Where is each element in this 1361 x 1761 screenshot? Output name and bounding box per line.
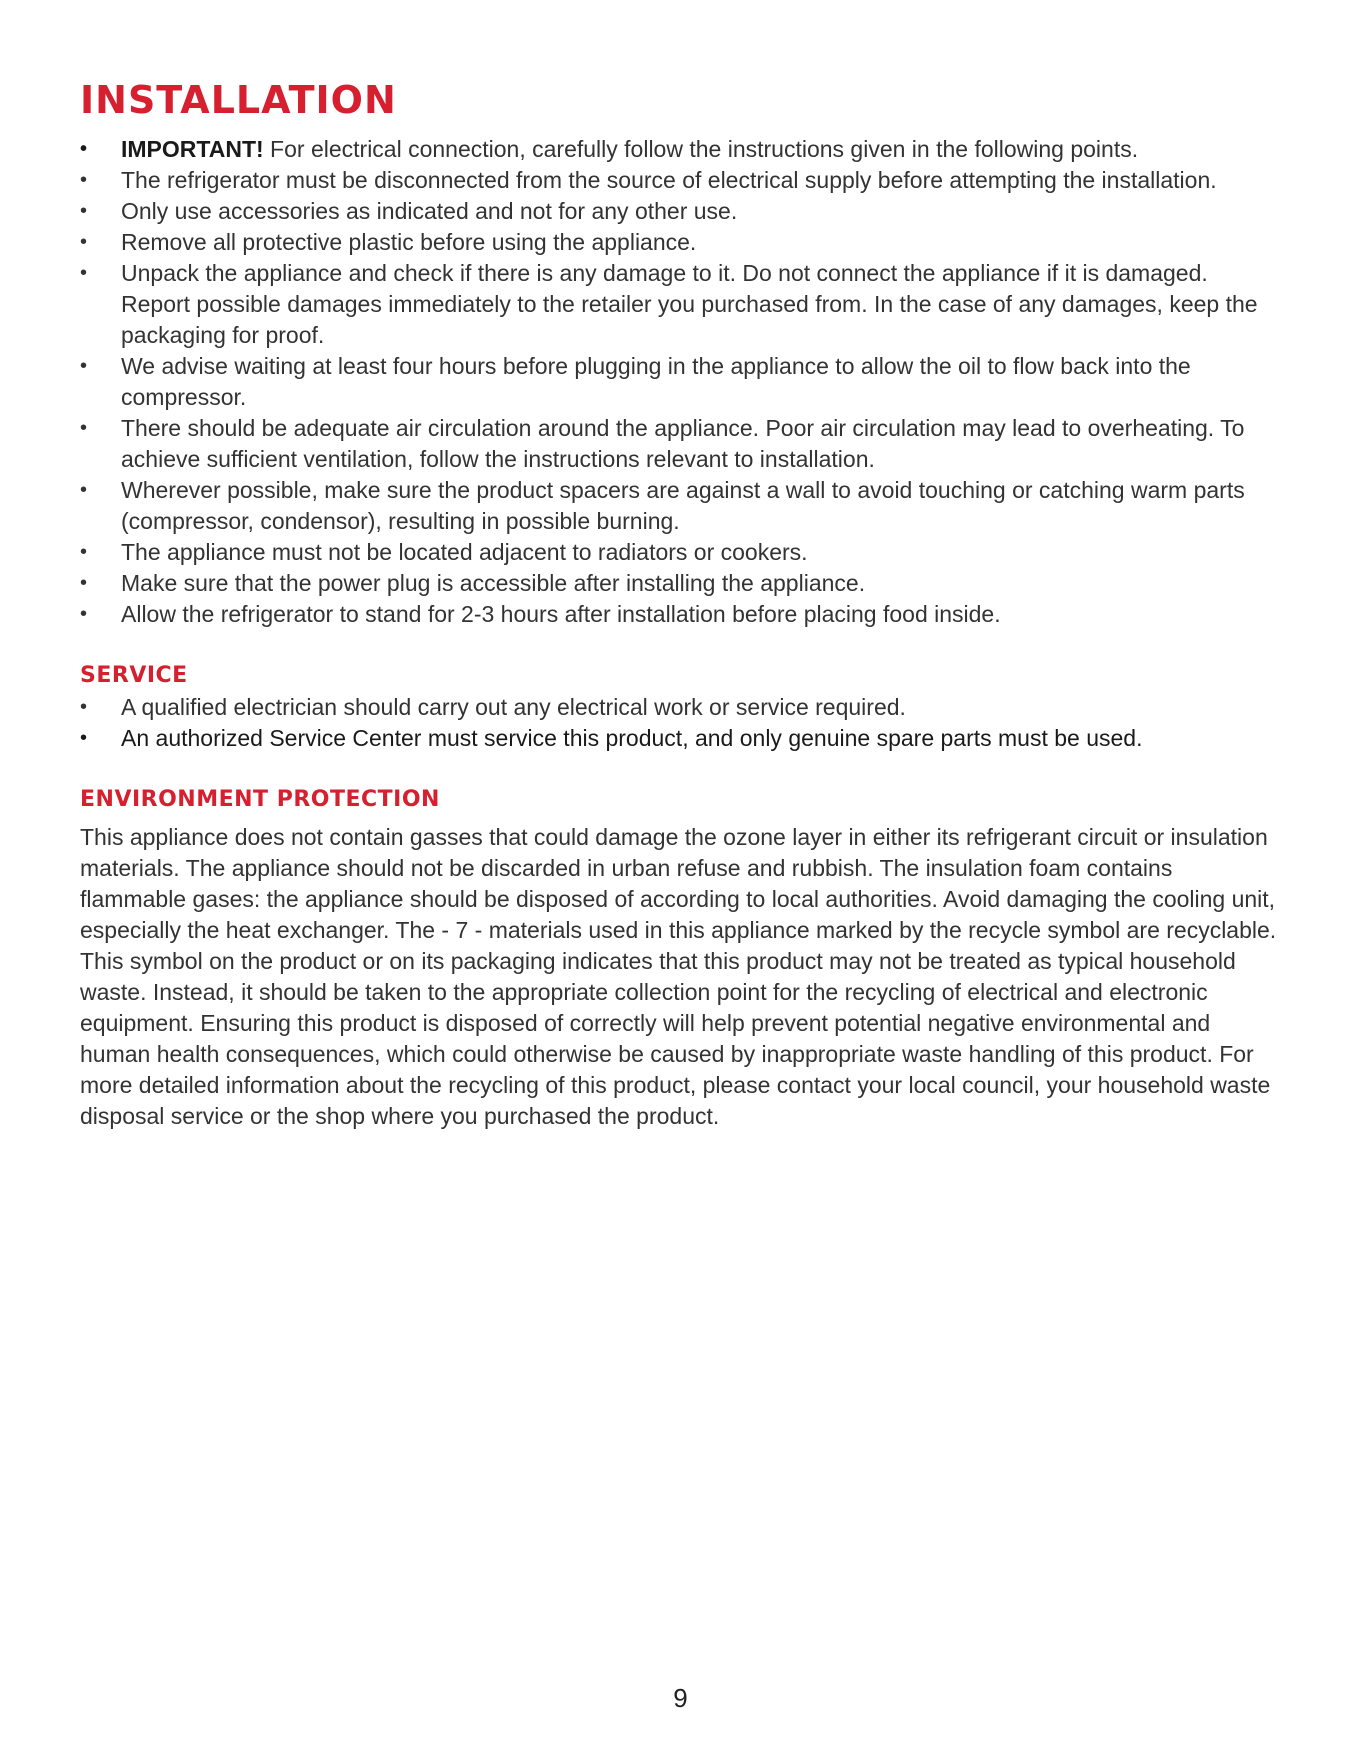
bullet: • [80,138,88,160]
bullet: • [80,417,88,439]
installation-list [80,134,1280,630]
list-item: • We advise waiting at least four hours before plugging in the appliance to allow the oil to flow back into the compressor. [80,353,1191,410]
bullet: • [80,541,88,563]
important-text: For electrical connection, carefully follow the instructions given in the following points. [263,136,1139,162]
list-item: • The appliance must not be located adjacent to radiators or cookers. [80,537,1280,568]
spacer [80,754,1280,784]
bullet: • [80,603,88,625]
list-item: • Remove all protective plastic before using the appliance. [80,227,1280,258]
list-item: • Only use accessories as indicated and not for any other use. [80,196,1280,227]
list-item: • There should be adequate air circulation around the appliance. Poor air circulation may lead to overheating. To achieve sufficient ventilation, follow the instructions relevant to installation. [80,415,1245,472]
page-number: 9 [673,1683,688,1713]
environment-body: This appliance does not contain gasses that could damage the ozone layer in either its refrigerant circuit or insulation materials. The appliance should not be discarded in urban refuse and rubbish. The insulation foam contains flammable gases: the appliance should be disposed of according to local authorities. Avoid damaging the cooling unit, especially the heat exchanger. The - 7 - materials used in this appliance marked by the recycle symbol are recyclable. This symbol on the product or on its packaging indicates that this product may not be treated as typical household waste. Instead, it should be taken to the appropriate collection point for the recycling of electrical and electronic equipment. Ensuring this product is disposed of correctly will help prevent potential negative environmental and human health consequences, which could otherwise be caused by inappropriate waste handling of this product. For more detailed information about the recycling of this product, please contact your local council, your household waste disposal service or the shop where you purchased the product. [80,824,1277,1129]
list-item: • The refrigerator must be disconnected from the source of electrical supply before attempting the installation. [80,165,1280,196]
bullet: • [80,355,88,377]
bullet: • [80,231,88,253]
important-label: IMPORTANT! [121,136,264,162]
list-item: • Make sure that the power plug is accessible after installing the appliance. [80,568,1280,599]
bullet: • [80,200,88,222]
service-list [80,692,1280,754]
list-item: • Allow the refrigerator to stand for 2-3 hours after installation before placing food inside. [80,599,1280,630]
list-item: • Wherever possible, make sure the product spacers are against a wall to avoid touching or catching warm parts (compressor, condensor), resulting in possible burning. [80,477,1245,534]
service-heading: SERVICE [80,663,188,688]
bullet: • [80,262,88,284]
environment-heading: ENVIRONMENT PROTECTION [80,787,440,812]
page-content [80,72,1280,1132]
list-item: • An authorized Service Center must service this product, and only genuine spare parts must be used. [80,723,1280,754]
bullet: • [80,727,88,749]
spacer [80,630,1280,660]
list-item: • Unpack the appliance and check if there is any damage to it. Do not connect the appliance if it is damaged. Report possible damages immediately to the retailer you purchased from. In the case of any damages, keep the packaging for proof. [80,260,1258,348]
bullet: • [80,169,88,191]
list-item [80,134,1280,165]
bullet: • [80,479,88,501]
list-item: • A qualified electrician should carry out any electrical work or service required. [80,692,1280,723]
bullet: • [80,572,88,594]
installation-heading: INSTALLATION [80,78,397,122]
bullet: • [80,696,88,718]
